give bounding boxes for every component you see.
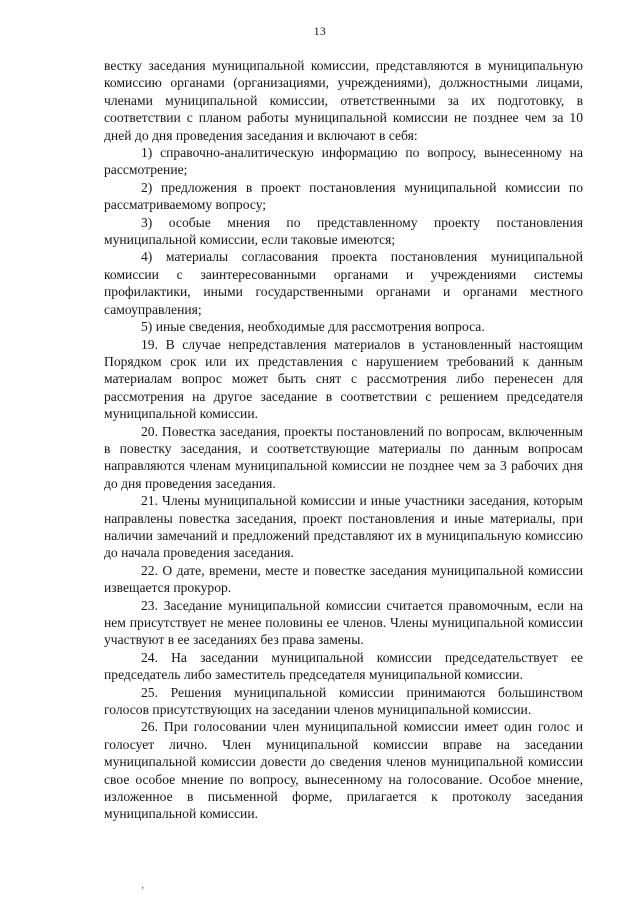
clause-19: 19. В случае непредставления материалов в установленный настоящим Порядком срок или их представления с нарушением требований к данным материалам вопрос может быть снят с рассмотрения либо перенесен для рассмотрения на другое заседание в соответствии с решением председателя муниципальной комиссии. [104,336,583,422]
paragraph-continuation: вестку заседания муниципальной комиссии, представляются в муниципальную комиссию органами (организациями, учреждениями), должностными лицами, членами муниципальной комиссии, ответственными за их подготовку, в соответствии с планом работы муниципальной комиссии не позднее чем за 10 дней до дня проведения заседания и включают в себя: [104,58,583,143]
list-item-2: 2) предложения в проект постановления муниципальной комиссии по рассматриваемому вопросу; [104,179,583,213]
clause-22: 22. О дате, времени, месте и повестке заседания муниципальной комиссии извещается прокурор. [104,562,583,596]
list-item-1: 1) справочно-аналитическую информацию по вопросу, вынесенному на рассмотрение; [104,145,583,178]
document-body [104,57,583,823]
stray-mark: ‚ [141,880,145,891]
list-item-3: 3) особые мнения по представленному проекту постановления муниципальной комиссии, если таковые имеются; [104,214,583,248]
list-item-5: 5) иные сведения, необходимые для рассмотрения вопроса. [141,319,485,335]
clause-25: 25. Решения муниципальной комиссии принимаются большинством голосов присутствующих на заседании членов муниципальной комиссии. [104,684,583,718]
list-item-4: 4) материалы согласования проекта постановления муниципальной комиссии с заинтересованными органами и учреждениями системы профилактики, иными государственными органами и органами местного самоуправления; [104,249,583,317]
clause-20: 20. Повестка заседания, проекты постановлений по вопросам, включенным в повестку заседания, и соответствующие материалы по данным вопросам направляются членам муниципальной комиссии не позднее чем за 3 рабочих дня до дня проведения заседания. [104,423,583,491]
clause-24: 24. На заседании муниципальной комиссии председательствует ее председатель либо заместитель председателя муниципальной комиссии. [104,649,583,683]
clause-26: 26. При голосовании член муниципальной комиссии имеет один голос и голосует лично. Член муниципальной комиссии вправе на заседании муниципальной комиссии довести до сведения членов муниципальной комиссии свое особое мнение по вопросу, вынесенному на голосование. Особое мнение, изложенное в письменной форме, прилагается к протоколу заседания муниципальной комиссии. [104,719,583,822]
page-number: 13 [313,26,327,38]
clause-23: 23. Заседание муниципальной комиссии считается правомочным, если на нем присутствует не менее половины ее членов. Члены муниципальной комиссии участвуют в ее заседаниях без права замены. [104,597,583,648]
clause-21: 21. Члены муниципальной комиссии и иные участники заседания, которым направлены повестка заседания, проект постановления и иные материалы, при наличии замечаний и предложений представляют их в муниципальную комиссию до начала проведения заседания. [104,493,583,561]
